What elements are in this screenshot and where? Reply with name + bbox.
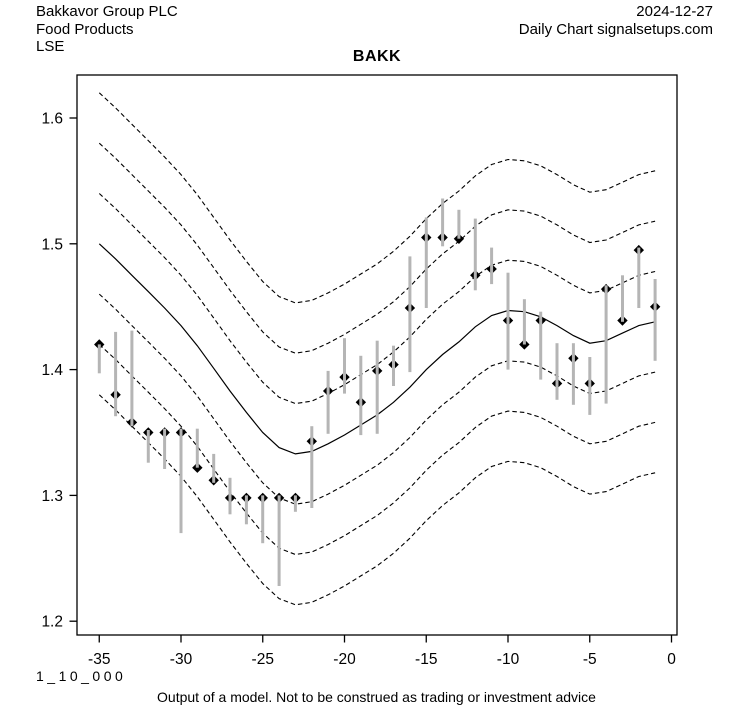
y-tick-label: 1.6 [41,110,63,128]
high-low-bar [114,332,117,416]
high-low-bar [621,275,624,322]
high-low-bar [245,495,248,524]
x-tick-label: -25 [251,651,274,668]
high-low-bar [539,312,542,380]
x-tick-label: -5 [582,651,597,668]
price-bars-group [98,199,657,587]
chart-source: Daily Chart signalsetups.com [518,20,713,38]
high-low-bar [474,219,477,291]
model-code: 1_10_000 [36,668,127,684]
x-tick-label: -15 [415,651,438,668]
axes-group [41,75,677,668]
high-low-bar [310,426,313,508]
sector-label: Food Products [36,20,134,38]
x-tick-label: -35 [88,651,111,668]
x-tick-label: 0 [667,651,676,668]
high-low-bar [98,344,101,373]
high-low-bar [327,371,330,434]
x-tick-label: -30 [169,651,193,668]
high-low-bar [212,454,215,483]
high-low-bar [376,341,379,434]
high-low-bar [457,210,460,239]
high-low-bar [425,217,428,308]
high-low-bar [588,357,591,415]
high-low-bar [294,495,297,511]
disclaimer-text: Output of a model. Not to be construed as trading or investment advice [157,689,596,705]
high-low-bar [229,478,232,515]
high-low-bar [654,279,657,361]
high-low-bar [556,343,559,400]
high-low-bar [392,346,395,386]
high-low-bar [490,248,493,285]
high-low-bar [637,248,640,308]
x-tick-label: -10 [496,651,520,668]
high-low-bar [408,256,411,372]
high-low-bar [278,495,281,586]
chart-date: 2024-12-27 [636,3,713,20]
high-low-bar [359,356,362,435]
x-tick-label: -20 [333,651,356,668]
high-low-bar [523,299,526,344]
model-band-upper-3 [99,93,655,303]
y-tick-label: 1.3 [41,487,63,505]
y-tick-label: 1.2 [41,613,63,631]
y-tick-label: 1.5 [41,236,63,254]
chart-title: BAKK [352,48,402,65]
high-low-bar [261,495,264,543]
high-low-bar [507,273,510,370]
high-low-bar [147,430,150,463]
y-tick-label: 1.4 [41,362,63,380]
high-low-bar [343,338,346,393]
high-low-bar [163,429,166,469]
high-low-bar [130,331,133,427]
high-low-bar [196,429,199,468]
high-low-bar [441,199,444,247]
exchange-label: LSE [36,38,65,55]
high-low-bar [572,343,575,405]
high-low-bar [180,429,183,533]
high-low-bar [605,285,608,403]
model-band-upper-2 [99,143,655,353]
company-name: Bakkavor Group PLC [36,3,178,20]
